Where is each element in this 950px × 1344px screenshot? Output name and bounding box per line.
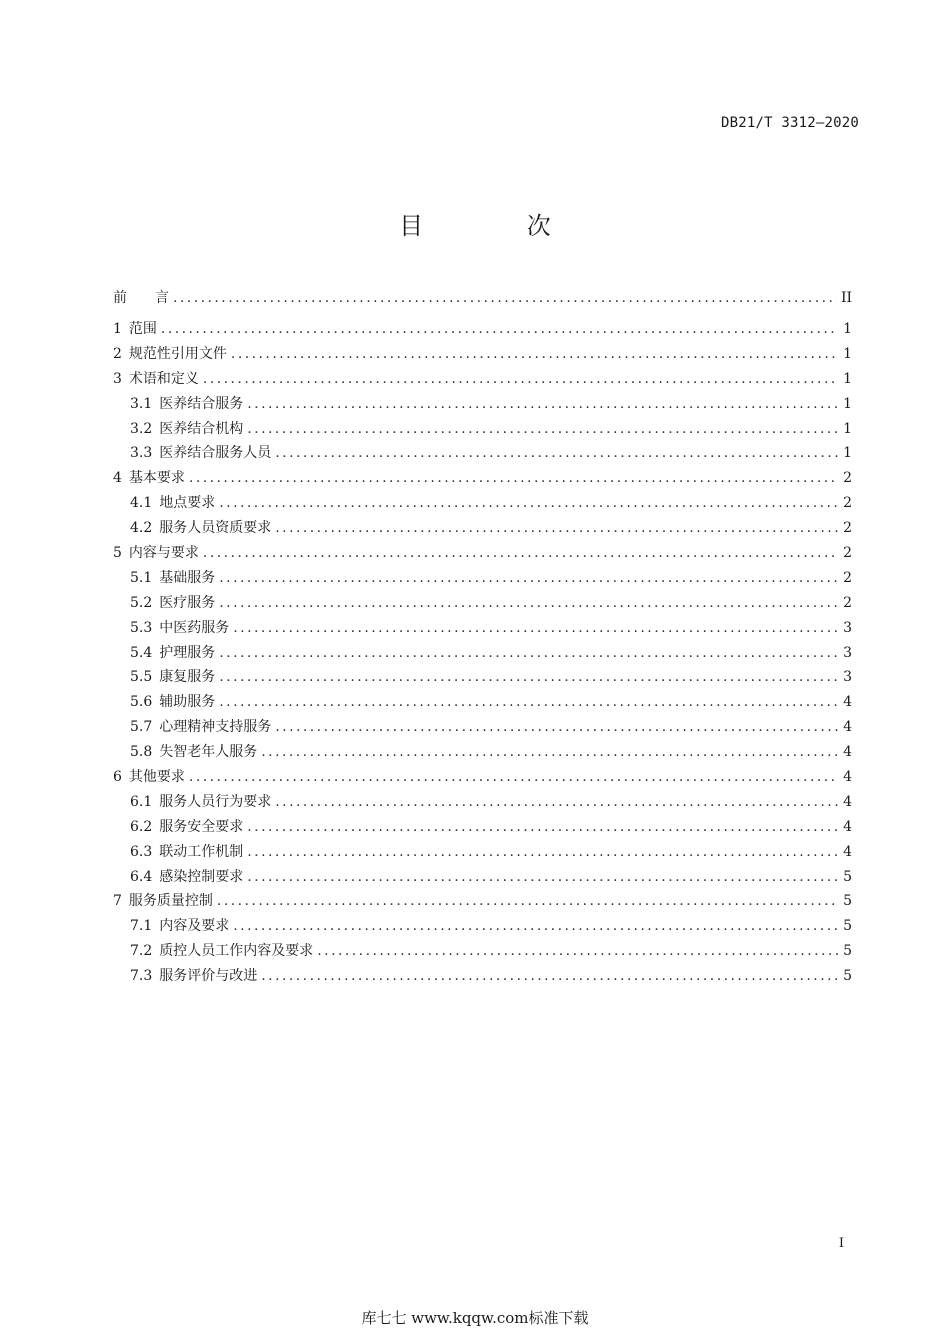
toc-leader-dots [203, 541, 838, 566]
toc-entry-label [113, 964, 257, 989]
toc-entry[interactable] [113, 939, 852, 964]
toc-entry-text: 服务评价与改进 [159, 968, 258, 985]
toc-entry-page: 5 [843, 943, 852, 960]
toc-entry-page: 3 [843, 669, 852, 686]
toc-entry-label [113, 286, 169, 310]
toc-entry-text: 地点要求 [159, 495, 216, 512]
toc-entry[interactable] [113, 616, 852, 641]
toc-leader-dots [189, 466, 838, 491]
toc-entry-text: 心理精神支持服务 [159, 719, 272, 736]
toc-leader-dots [275, 441, 838, 466]
toc-entry-text: 感染控制要求 [159, 868, 244, 885]
toc-entry-number: 3.3 [130, 445, 153, 462]
toc-entry-page: 4 [843, 719, 852, 736]
toc-entry[interactable] [113, 392, 852, 417]
toc-leader-dots [247, 840, 838, 865]
toc-entry-label [113, 441, 271, 466]
toc-leader-dots [203, 367, 838, 392]
toc-entry-number: 7.2 [130, 943, 153, 960]
toc-entry-number: 5.5 [130, 669, 153, 686]
toc-entry-number: 5.1 [130, 569, 153, 586]
toc-entry-number: 7 [113, 893, 122, 910]
toc-entry[interactable] [113, 317, 852, 342]
toc-entry-page: 4 [843, 818, 852, 835]
toc-entry-number: 3.1 [130, 395, 153, 412]
toc-entry-text: 基本要求 [128, 470, 185, 487]
toc-entry[interactable] [113, 790, 852, 815]
toc-entry-label [113, 765, 185, 790]
toc-entry-label [113, 665, 215, 690]
toc-leader-dots [247, 392, 838, 417]
footer-watermark: 库七七 www.kqqw.com标准下载 [361, 1309, 589, 1327]
toc-entry-text: 医养结合服务 [159, 395, 244, 412]
toc-entry-number: 6.4 [130, 868, 153, 885]
toc-leader-dots [219, 641, 838, 666]
toc-entry-label [113, 591, 215, 616]
toc-entry-number: 4 [113, 470, 122, 487]
table-of-contents [113, 286, 852, 989]
toc-entry[interactable] [113, 914, 852, 939]
toc-leader-dots [261, 740, 838, 765]
toc-entry-text: 医养结合服务人员 [159, 445, 272, 462]
toc-leader-dots [219, 665, 838, 690]
toc-entry-label [113, 715, 271, 740]
toc-leader-dots [219, 566, 838, 591]
toc-entry-page: 2 [843, 569, 852, 586]
toc-entry-label [113, 939, 313, 964]
toc-entry-text: 服务质量控制 [128, 893, 213, 910]
toc-entry-label [113, 367, 199, 392]
toc-entry[interactable] [113, 342, 852, 367]
toc-entry-number: 5.6 [130, 694, 153, 711]
toc-entry-label [113, 740, 257, 765]
toc-entry[interactable] [113, 865, 852, 890]
toc-entry-label [113, 865, 243, 890]
toc-entry-number: 6.2 [130, 818, 153, 835]
toc-entry-number: 6.3 [130, 843, 153, 860]
toc-leader-dots [219, 690, 838, 715]
toc-entry-label [113, 790, 271, 815]
toc-entry[interactable] [113, 466, 852, 491]
toc-entry-label [113, 889, 213, 914]
toc-entry[interactable] [113, 665, 852, 690]
toc-leader-dots [247, 815, 838, 840]
toc-entry-number: 7.3 [130, 968, 153, 985]
toc-entry[interactable] [113, 765, 852, 790]
toc-entry-number: 5.2 [130, 594, 153, 611]
toc-entry-number: 6 [113, 769, 122, 786]
toc-entry-page: 2 [843, 495, 852, 512]
toc-entry-page: 4 [843, 744, 852, 761]
toc-leader-dots [247, 417, 838, 442]
toc-entry[interactable] [113, 740, 852, 765]
toc-entry[interactable] [113, 516, 852, 541]
toc-entry-page: 3 [843, 619, 852, 636]
toc-entry-page: 5 [843, 893, 852, 910]
toc-entry-number: 5.4 [130, 644, 153, 661]
toc-entry-page: 1 [843, 395, 852, 412]
toc-entry-number: 5 [113, 545, 122, 562]
toc-entry-text: 医疗服务 [159, 594, 216, 611]
toc-entry-number: 7.1 [130, 918, 153, 935]
toc-entry-label [113, 914, 229, 939]
toc-entry-page: 4 [843, 843, 852, 860]
toc-entry-label [113, 815, 243, 840]
toc-entry[interactable] [113, 690, 852, 715]
toc-entry[interactable] [113, 417, 852, 442]
toc-entry-label [113, 392, 243, 417]
toc-entry-page: 2 [843, 545, 852, 562]
toc-entry-label [113, 566, 215, 591]
toc-leader-dots [219, 591, 838, 616]
toc-entry-label [113, 317, 157, 342]
toc-entry-label [113, 541, 199, 566]
toc-entry-page: 4 [843, 793, 852, 810]
toc-entry-page: 2 [843, 594, 852, 611]
toc-entry-number: 4.1 [130, 495, 153, 512]
toc-title: 目 次 [399, 212, 599, 240]
toc-leader-dots [233, 914, 838, 939]
toc-entry-page: 1 [843, 321, 852, 337]
toc-entry[interactable] [113, 541, 852, 566]
toc-entry-text: 内容及要求 [159, 918, 230, 935]
toc-leader-dots [219, 491, 838, 516]
toc-entry-text: 其他要求 [128, 769, 185, 786]
toc-entry-text: 内容与要求 [128, 545, 199, 562]
toc-entry-page: 5 [843, 868, 852, 885]
toc-entry-label [113, 516, 271, 541]
toc-leader-dots [217, 889, 838, 914]
toc-entry[interactable] [113, 441, 852, 466]
toc-entry-label [113, 641, 215, 666]
toc-entry-number: 3 [113, 370, 122, 387]
page-number: I [838, 1236, 844, 1251]
toc-leader-dots [233, 616, 838, 641]
toc-entry-text: 基础服务 [159, 569, 216, 586]
toc-leader-dots [173, 286, 837, 310]
toc-entry-text: 规范性引用文件 [128, 345, 227, 362]
toc-entry-label [113, 417, 243, 442]
toc-entry-number: 6.1 [130, 793, 153, 810]
toc-entry-number: 3.2 [130, 420, 153, 437]
toc-entry-page: 3 [843, 644, 852, 661]
toc-entry-page: II [840, 290, 852, 306]
toc-entry[interactable] [113, 367, 852, 392]
toc-entry[interactable] [113, 964, 852, 989]
toc-entry-label [113, 616, 229, 641]
toc-entry[interactable] [113, 715, 852, 740]
toc-entry[interactable] [113, 286, 852, 317]
toc-leader-dots [275, 516, 838, 541]
toc-entry-label [113, 491, 215, 516]
toc-entry-page: 1 [843, 445, 852, 462]
toc-entry-page: 4 [843, 694, 852, 711]
toc-entry-text: 医养结合机构 [159, 420, 244, 437]
toc-leader-dots [275, 790, 838, 815]
toc-entry-label [113, 840, 243, 865]
toc-entry-label [113, 466, 185, 491]
document-code: DB21/T 3312—2020 [720, 115, 859, 131]
toc-leader-dots [247, 865, 838, 890]
toc-leader-dots [189, 765, 838, 790]
toc-entry[interactable] [113, 815, 852, 840]
toc-entry-number: 5.3 [130, 619, 153, 636]
toc-entry-page: 1 [843, 370, 852, 387]
toc-entry-label [113, 690, 215, 715]
toc-entry-text: 失智老年人服务 [159, 744, 258, 761]
toc-entry-text: 服务人员行为要求 [159, 793, 272, 810]
toc-leader-dots [275, 715, 838, 740]
toc-entry-page: 5 [843, 918, 852, 935]
toc-entry-number: 5.8 [130, 744, 153, 761]
toc-entry-text: 服务安全要求 [159, 818, 244, 835]
toc-entry[interactable] [113, 840, 852, 865]
toc-entry-text: 联动工作机制 [159, 843, 244, 860]
toc-entry-label [113, 342, 227, 367]
toc-entry-text: 中医药服务 [159, 619, 230, 636]
toc-entry-text: 服务人员资质要求 [159, 520, 272, 537]
toc-entry-number: 5.7 [130, 719, 153, 736]
toc-entry-page: 2 [843, 470, 852, 487]
toc-entry[interactable] [113, 889, 852, 914]
toc-entry-number: 2 [113, 345, 122, 362]
toc-entry-text: 护理服务 [159, 644, 216, 661]
toc-leader-dots [161, 317, 838, 342]
toc-leader-dots [261, 964, 838, 989]
toc-entry[interactable] [113, 591, 852, 616]
toc-entry-text: 康复服务 [159, 669, 216, 686]
toc-entry-text: 质控人员工作内容及要求 [159, 943, 314, 960]
toc-entry-text: 范围 [128, 321, 157, 337]
toc-entry-page: 2 [843, 520, 852, 537]
toc-leader-dots [317, 939, 838, 964]
toc-entry-number: 1 [113, 321, 122, 337]
toc-entry-page: 1 [843, 420, 852, 437]
toc-entry-text: 前 言 [113, 290, 169, 306]
toc-leader-dots [231, 342, 838, 367]
toc-entry[interactable] [113, 491, 852, 516]
toc-entry-number: 4.2 [130, 520, 153, 537]
toc-entry-text: 辅助服务 [159, 694, 216, 711]
toc-entry[interactable] [113, 566, 852, 591]
toc-entry-page: 1 [843, 345, 852, 362]
toc-entry-page: 4 [843, 769, 852, 786]
toc-entry[interactable] [113, 641, 852, 666]
toc-entry-text: 术语和定义 [128, 370, 199, 387]
toc-entry-page: 5 [843, 968, 852, 985]
